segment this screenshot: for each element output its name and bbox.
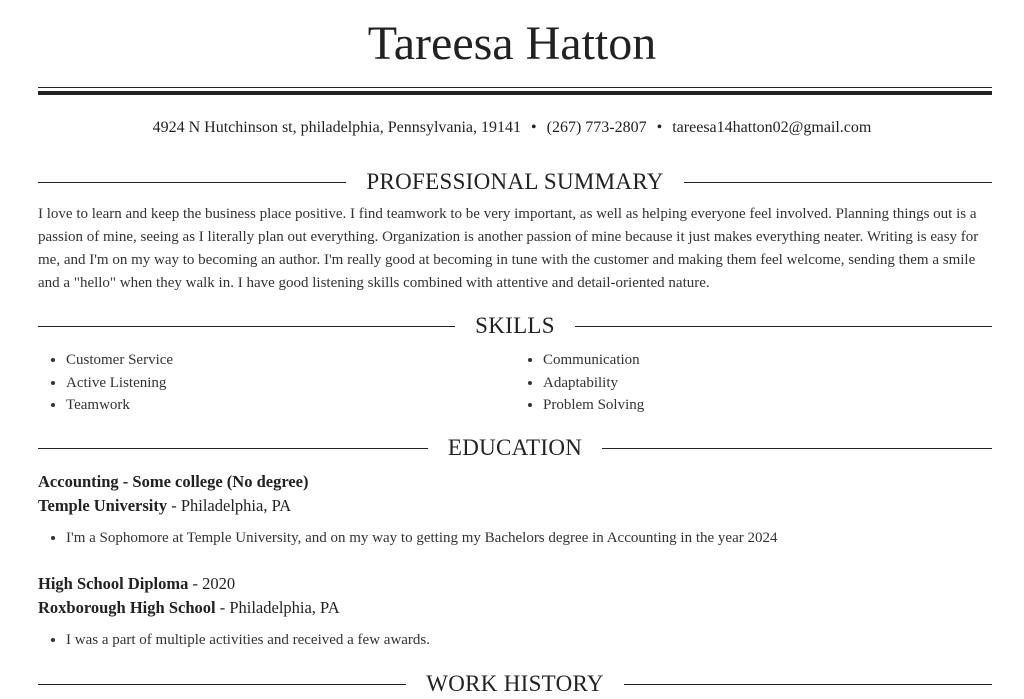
education-school: Roxborough High School — [38, 598, 216, 617]
header-rule-thick — [38, 91, 992, 95]
education-location: - Philadelphia, PA — [167, 496, 292, 515]
education-location: - Philadelphia, PA — [215, 598, 340, 617]
section-header-work-history — [38, 669, 992, 699]
education-details — [38, 527, 992, 549]
skill-item: • Active Listening — [66, 372, 515, 395]
education-degree-line — [38, 470, 992, 494]
section-title-work-history: WORK HISTORY — [426, 671, 604, 696]
section-rule — [38, 448, 428, 449]
skills-column-left — [38, 349, 515, 417]
education-degree-line — [38, 572, 992, 596]
section-title-summary: PROFESSIONAL SUMMARY — [366, 169, 664, 194]
section-header-summary — [38, 167, 992, 197]
education-year: - 2020 — [188, 574, 236, 593]
section-rule — [624, 684, 992, 685]
summary-text: I love to learn and keep the business place positive. I find teamwork to be very important, as well as helping everyone feel involved. Planning things out is a passion of mine, seeing as I literally plan out everything. Organization is another passion of mine because it just makes everything neater. Writing is easy for me, and I'm on my way to becoming an author. I'm really good at becoming in tune with the customer and making them feel welcome, sending them a smile and a "hello" when they walk in. I have good listening skills combined with attentive and detail-oriented nature. — [38, 206, 979, 291]
education-school-line — [38, 596, 992, 620]
skill-item: • Problem Solving — [543, 394, 992, 417]
section-rule — [38, 684, 406, 685]
candidate-name: Tareesa Hatton — [367, 17, 657, 70]
skill-item: • Customer Service — [66, 349, 515, 372]
education-school-line — [38, 494, 992, 518]
education-entry — [38, 572, 992, 651]
skill-item: • Teamwork — [66, 394, 515, 417]
education-entry — [38, 470, 992, 549]
section-header-skills — [38, 311, 992, 341]
contact-separator: • — [656, 119, 663, 136]
contact-separator: • — [531, 119, 537, 136]
education-degree: High School Diploma — [38, 574, 189, 593]
skill-item: • Communication — [543, 349, 992, 372]
education-detail-item: • I'm a Sophomore at Temple University, and on my way to getting my Bachelors degree in Accounting in the year 2024 — [66, 527, 992, 549]
contact-email: tareesa14hatton02@gmail.com — [672, 119, 872, 136]
skills-column-right — [515, 349, 992, 417]
section-header-education — [38, 433, 992, 463]
contact-line — [0, 118, 1024, 138]
section-rule — [38, 182, 346, 183]
section-rule — [38, 326, 455, 327]
section-title-skills: SKILLS — [475, 313, 555, 338]
section-rule — [602, 448, 992, 449]
section-title-education: EDUCATION — [447, 435, 583, 460]
skill-item: • Adaptability — [543, 372, 992, 395]
skills-list — [38, 349, 992, 417]
contact-address: 4924 N Hutchinson st, philadelphia, Pennsylvania, 19141 — [152, 119, 522, 136]
section-rule — [684, 182, 992, 183]
education-detail-item: • I was a part of multiple activities and received a few awards. — [66, 629, 992, 651]
section-rule — [575, 326, 992, 327]
education-school: Temple University — [38, 496, 168, 515]
header-rule-thin — [38, 87, 992, 88]
contact-phone: (267) 773-2807 — [546, 119, 647, 136]
education-degree: Accounting - Some college (No degree) — [38, 472, 309, 491]
education-details — [38, 629, 992, 651]
